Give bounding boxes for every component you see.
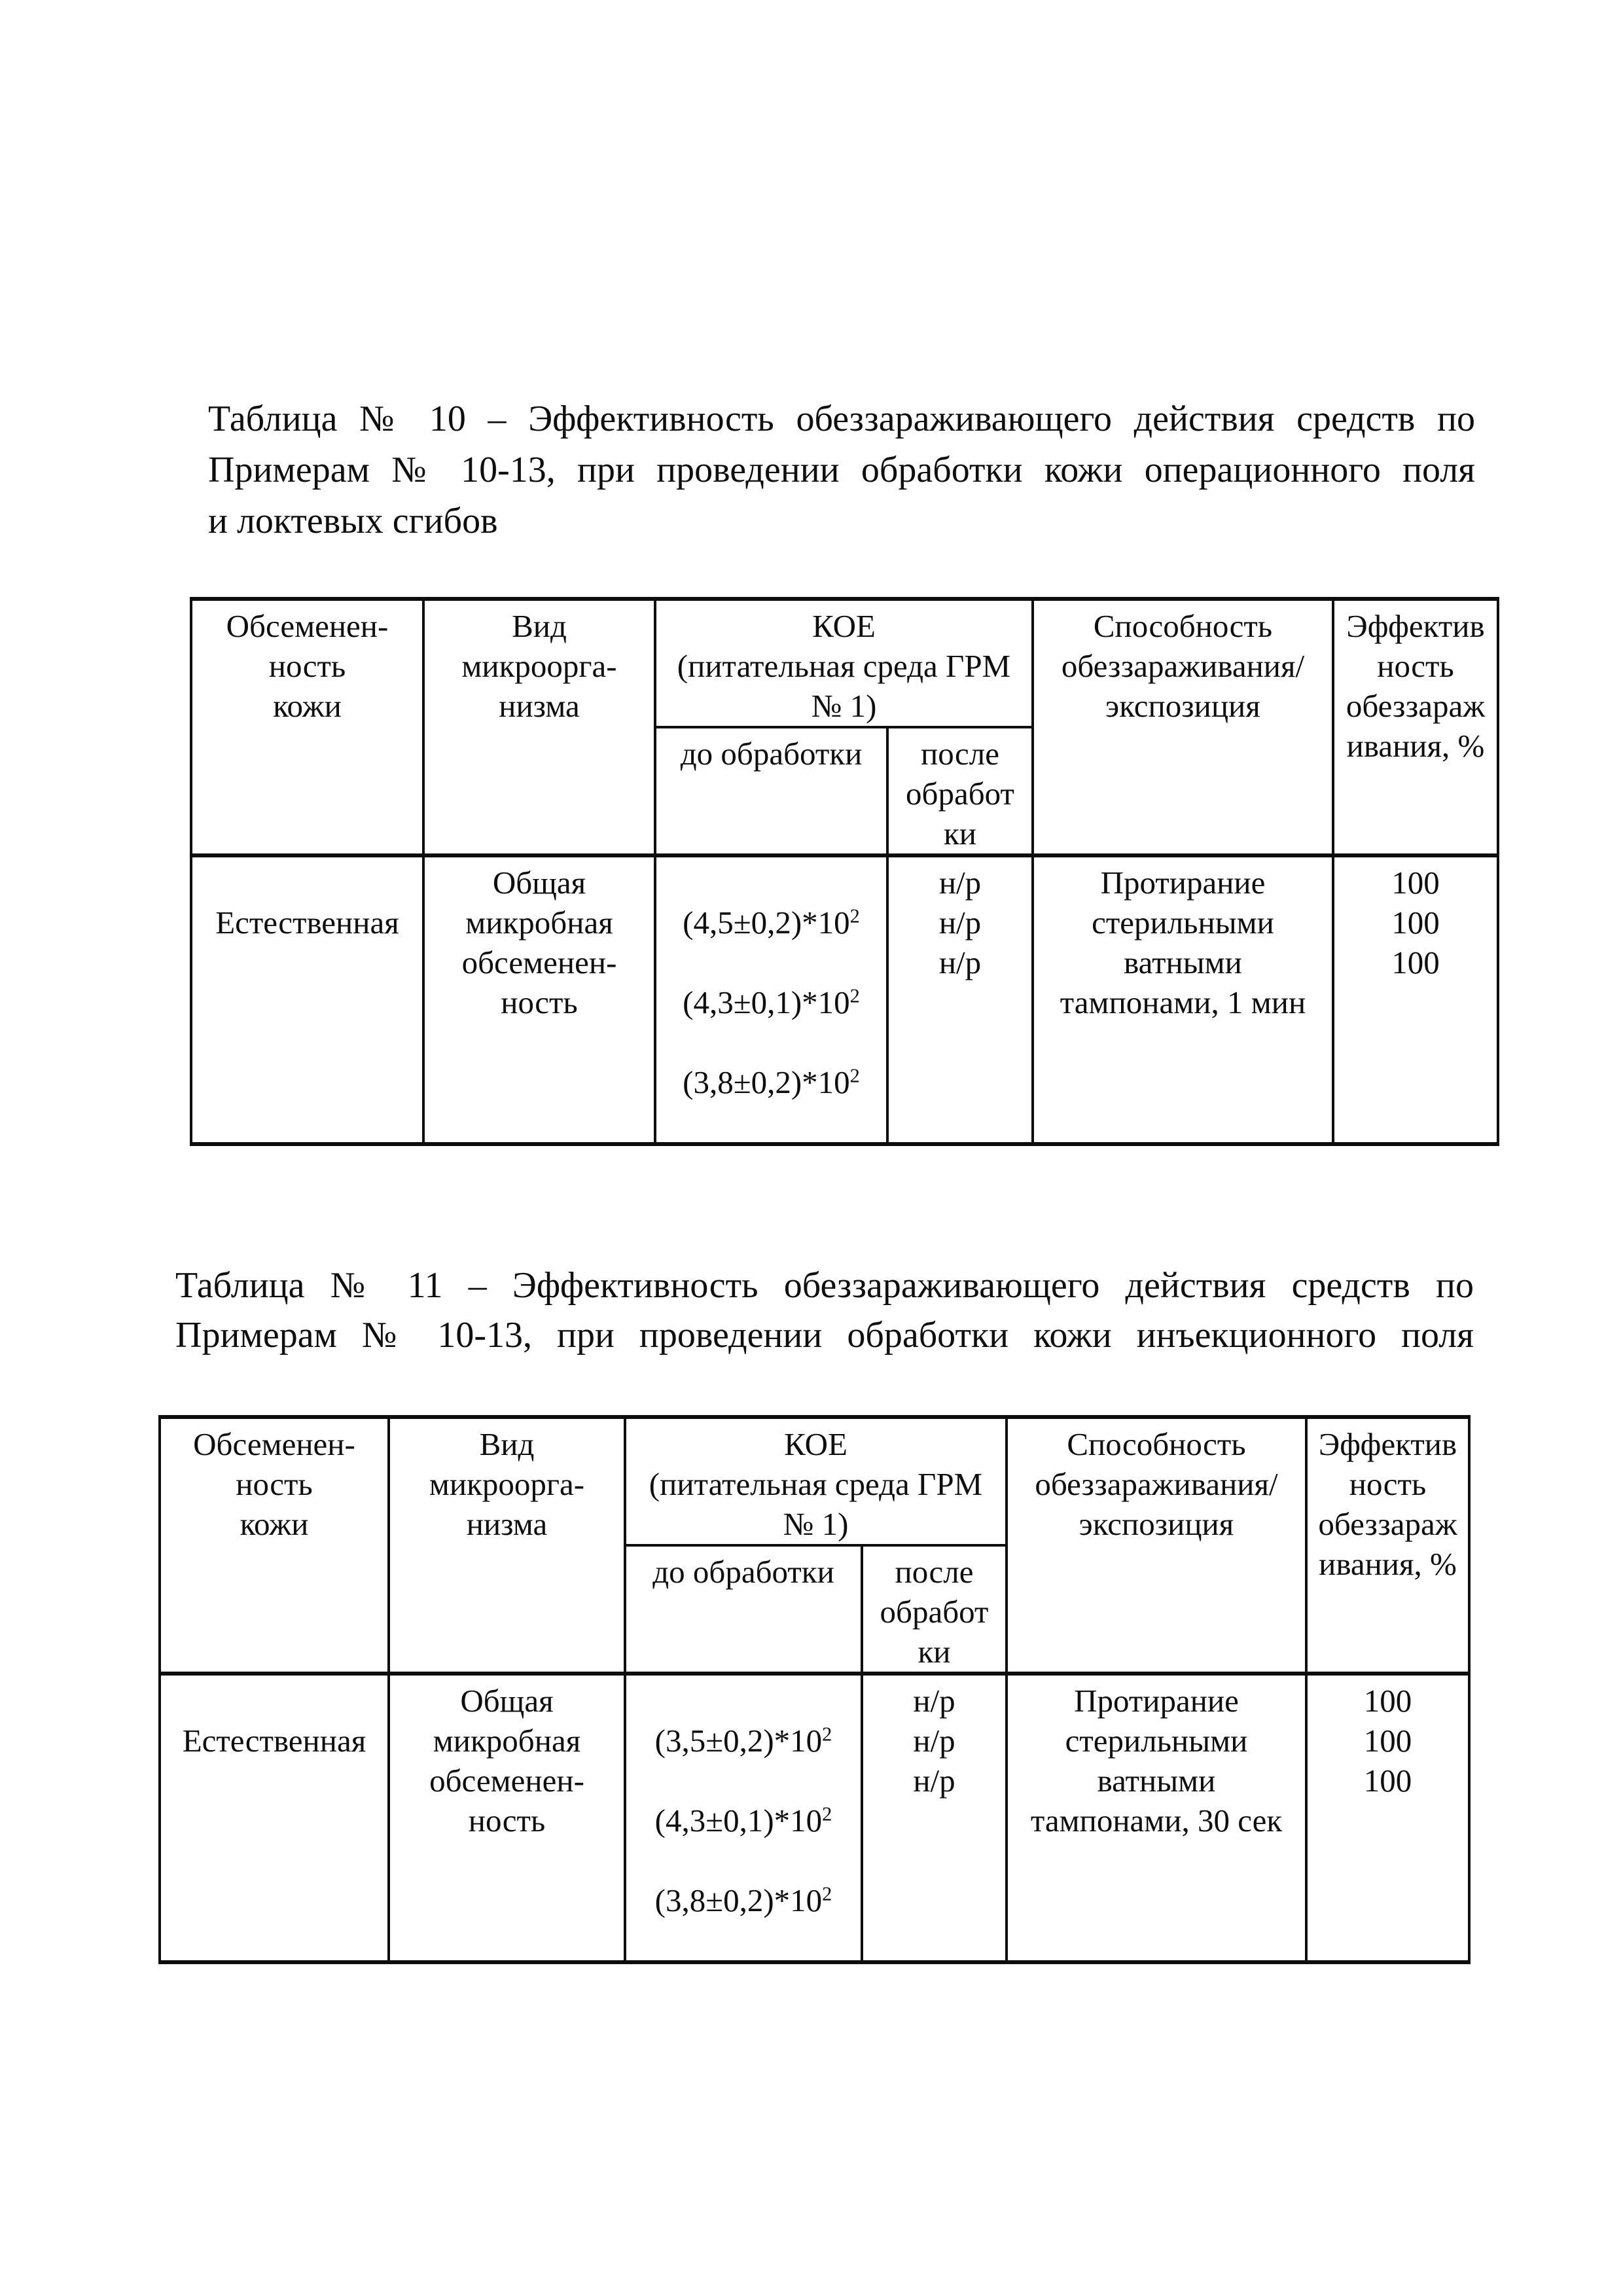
t11-td-skin-contamination: Естественная — [160, 1674, 389, 1962]
t10-td-efficiency: 100 100 100 — [1333, 855, 1498, 1144]
t11-td-efficiency: 100 100 100 — [1306, 1674, 1469, 1962]
cfu-value: $(4,3\pm 0,1)*10^2$ — [654, 1803, 832, 1839]
caption-line: Таблица № 10 – Эффективность обеззараживающего действия средств по — [208, 399, 1475, 439]
t10-td-cfu-before — [655, 855, 887, 1144]
t10-th-after-treatment: после обработ ки — [887, 727, 1033, 855]
table10-caption — [208, 393, 1475, 547]
caption-line: и локтевых сгибов — [208, 501, 498, 541]
exponent: 2 — [822, 1723, 832, 1746]
cfu-value: $(3,8\pm 0,2)*10^2$ — [683, 1064, 860, 1100]
exponent: 2 — [849, 984, 860, 1007]
t11-th-after-treatment: после обработ ки — [862, 1545, 1007, 1674]
t11-td-microorganism-type: Общая микробная обсеменен- ность — [389, 1674, 625, 1962]
cfu-value: $(3,8\pm 0,2)*10^2$ — [654, 1882, 832, 1918]
t11-th-skin-contamination: Обсеменен- ность кожи — [160, 1417, 389, 1674]
t10-td-microorganism-type: Общая микробная обсеменен- ность — [423, 855, 655, 1144]
t10-td-skin-contamination: Естественная — [191, 855, 423, 1144]
caption-line: Примерам № 10-13, при проведении обработки кожи операционного поля — [208, 450, 1475, 490]
t10-th-skin-contamination: Обсеменен- ность кожи — [191, 599, 423, 855]
exponent: 2 — [822, 1882, 832, 1905]
caption-line: Таблица № 11 – Эффективность обеззараживающего действия средств по — [175, 1265, 1474, 1306]
t10-td-cfu-after: н/р н/р н/р — [887, 855, 1033, 1144]
t10-th-before-treatment: до обработки — [655, 727, 887, 855]
t11-td-cfu-after: н/р н/р н/р — [862, 1674, 1007, 1962]
table-11 — [158, 1415, 1471, 1964]
t10-th-cfu: КОЕ (питательная среда ГРМ № 1) — [655, 599, 1033, 727]
t11-th-efficiency: Эффектив ность обеззараж ивания, % — [1306, 1417, 1469, 1674]
cfu-value: $(3,5\pm 0,2)*10^2$ — [654, 1723, 832, 1759]
cfu-value: $(4,3\pm 0,1)*10^2$ — [683, 984, 860, 1020]
t11-th-before-treatment: до обработки — [625, 1545, 862, 1674]
t11-th-disinfection-method: Способность обеззараживания/ экспозиция — [1007, 1417, 1306, 1674]
t10-th-efficiency: Эффектив ность обеззараж ивания, % — [1333, 599, 1498, 855]
t10-td-disinfection-method: Протирание стерильными ватными тампонами, 1 мин — [1033, 855, 1333, 1144]
t11-td-disinfection-method: Протирание стерильными ватными тампонами, 30 сек — [1007, 1674, 1306, 1962]
t11-th-cfu: КОЕ (питательная среда ГРМ № 1) — [625, 1417, 1007, 1545]
cfu-value: $(4,5\pm 0,2)*10^2$ — [683, 905, 860, 941]
exponent: 2 — [849, 905, 860, 927]
table-10 — [190, 597, 1499, 1146]
t11-th-microorganism-type: Вид микроорга- низма — [389, 1417, 625, 1674]
t11-td-cfu-before — [625, 1674, 862, 1962]
table11-caption — [175, 1261, 1474, 1360]
t10-th-microorganism-type: Вид микроорга- низма — [423, 599, 655, 855]
t10-th-disinfection-method: Способность обеззараживания/ экспозиция — [1033, 599, 1333, 855]
exponent: 2 — [822, 1803, 832, 1825]
exponent: 2 — [849, 1064, 860, 1087]
caption-line: Примерам № 10-13, при проведении обработки кожи инъекционного поля — [175, 1315, 1474, 1355]
